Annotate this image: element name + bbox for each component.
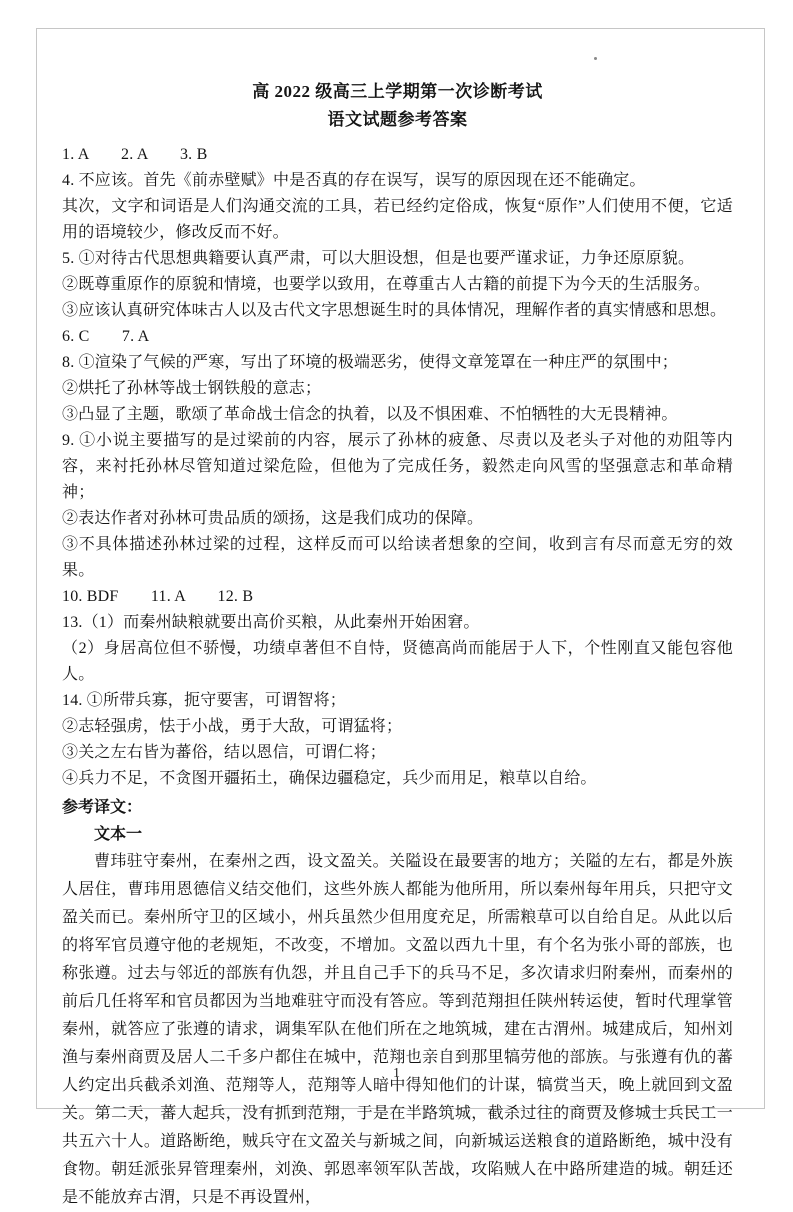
- answer-line-q9-1: 9. ①小说主要描写的是过梁前的内容，展示了孙林的疲惫、尽责以及老头子对他的劝阻等内容，来衬托孙林尽管知道过梁危险，但他为了完成任务，毅然走向风雪的坚强意志和革命精神；: [62, 432, 733, 501]
- answer-line-q8-2: ②烘托了孙林等战士钢铁般的意志；: [62, 380, 322, 397]
- answer-line-q8-1: 8. ①渲染了气候的严寒，写出了环境的极端恶劣，使得文章笼罩在一种庄严的氛围中；: [62, 354, 679, 371]
- translation-body: 曹玮驻守秦州，在秦州之西，设文盈关。关隘设在最要害的地方；关隘的左右，都是外族人居住，曹玮用恩德信义结交他们，这些外族人都能为他所用，所以秦州每年用兵，只把守文盈关而已。秦州所守卫的区域小，州兵虽然少但用度充足，所需粮草可以自给自足。从此以后的将军官员遵守他的老规矩，不改变，不增加。文盈以西九十里，有个名为张小哥的部族，也称张遵。过去与邻近的部族有仇怨，并且自己手下的兵马不足，多次请求归附秦州，而秦州的前后几任将军和官员都因为当地难驻守而没有答应。等到范翔担任陕州转运使，暂时代理掌管秦州，就答应了张遵的请求，调集军队在他们所在之地筑城，建在古渭州。城建成后，知州刘渔与秦州商贾及居人二千多户都住在城中，范翔也亲自到那里犒劳他的部族。与张遵有仇的蕃人约定出兵截杀刘渔、范翔等人，范翔等人暗中得知他们的计谋，犒赏当天，晚上就回到文盈关。第二天，蕃人起兵，没有抓到范翔，于是在半路筑城，截杀过往的商贾及修城士兵民工一共五六十人。道路断绝，贼兵守在文盈关与新城之间，向新城运送粮食的道路断绝，城中没有食物。朝廷派张昇管理秦州，刘涣、郭恩率领军队苦战，攻陷贼人在中路所建造的城。朝廷还是不能放弃古渭，只是不再设置州，: [62, 853, 733, 1206]
- answer-line-q4: 4. 不应该。首先《前赤壁赋》中是否真的存在误写，误写的原因现在还不能确定。: [62, 172, 646, 189]
- answer-line-q5-1: 5. ①对待古代思想典籍要认真严肃，可以大胆设想，但是也要严谨求证，力争还原原貌。: [62, 250, 695, 267]
- answer-line-q13-1: 13.（1）而秦州缺粮就要出高价买粮，从此秦州开始困窘。: [62, 614, 480, 631]
- scan-speck: [594, 57, 597, 60]
- answer-line-choices-10-12: 10. BDF 11. A 12. B: [62, 588, 254, 605]
- page-number: 1: [393, 1066, 400, 1081]
- answer-line-q5-3: ③应该认真研究体味古人以及古代文字思想诞生时的具体情况，理解作者的真实情感和思想。: [62, 302, 727, 319]
- answer-line-q9-3: ③不具体描述孙林过梁的过程，这样反而可以给读者想象的空间，收到言有尽而意无穷的效果。: [62, 536, 733, 579]
- answer-line-choices-6-7: 6. C 7. A: [62, 328, 150, 345]
- answers-section: [62, 142, 733, 792]
- document-subtitle: 语文试题参考答案: [327, 110, 468, 129]
- document-title: 高 2022 级高三上学期第一次诊断考试: [252, 82, 543, 101]
- answer-line-q14-3: ③关之左右皆为蕃俗，结以恩信，可谓仁将；: [62, 744, 387, 761]
- answer-line-choices-1-3: 1. A 2. A 3. B: [62, 146, 208, 163]
- translation-heading: 参考译文：: [62, 799, 143, 816]
- answer-line-q9-2: ②表达作者对孙林可贵品质的颂扬，这是我们成功的保障。: [62, 510, 484, 527]
- answer-line-q13-2: （2）身居高位但不骄慢，功绩卓著但不自恃，贤德高尚而能居于人下，个性刚直又能包容他人。: [62, 640, 733, 683]
- answer-line-q5-2: ②既尊重原作的原貌和情境，也要学以致用，在尊重古人古籍的前提下为今天的生活服务。: [62, 276, 711, 293]
- answer-line-q14-4: ④兵力不足，不贪图开疆拓土，确保边疆稳定，兵少而用足，粮草以自给。: [62, 770, 597, 787]
- answer-line-q14-2: ②志轻强虏，怯于小战，勇于大敌，可谓猛将；: [62, 718, 403, 735]
- translation-section-label: 文本一: [94, 826, 143, 843]
- document-content: [62, 78, 733, 1212]
- answer-line-q4-cont: 其次，文字和词语是人们沟通交流的工具，若已经约定俗成，恢复“原作”人们使用不便，它适用的语境较少，修改反而不好。: [62, 198, 733, 241]
- answer-line-q8-3: ③凸显了主题，歌颂了革命战士信念的执着，以及不惧困难、不怕牺牲的大无畏精神。: [62, 406, 678, 423]
- answer-line-q14-1: 14. ①所带兵寡，扼守要害，可谓智将；: [62, 692, 347, 709]
